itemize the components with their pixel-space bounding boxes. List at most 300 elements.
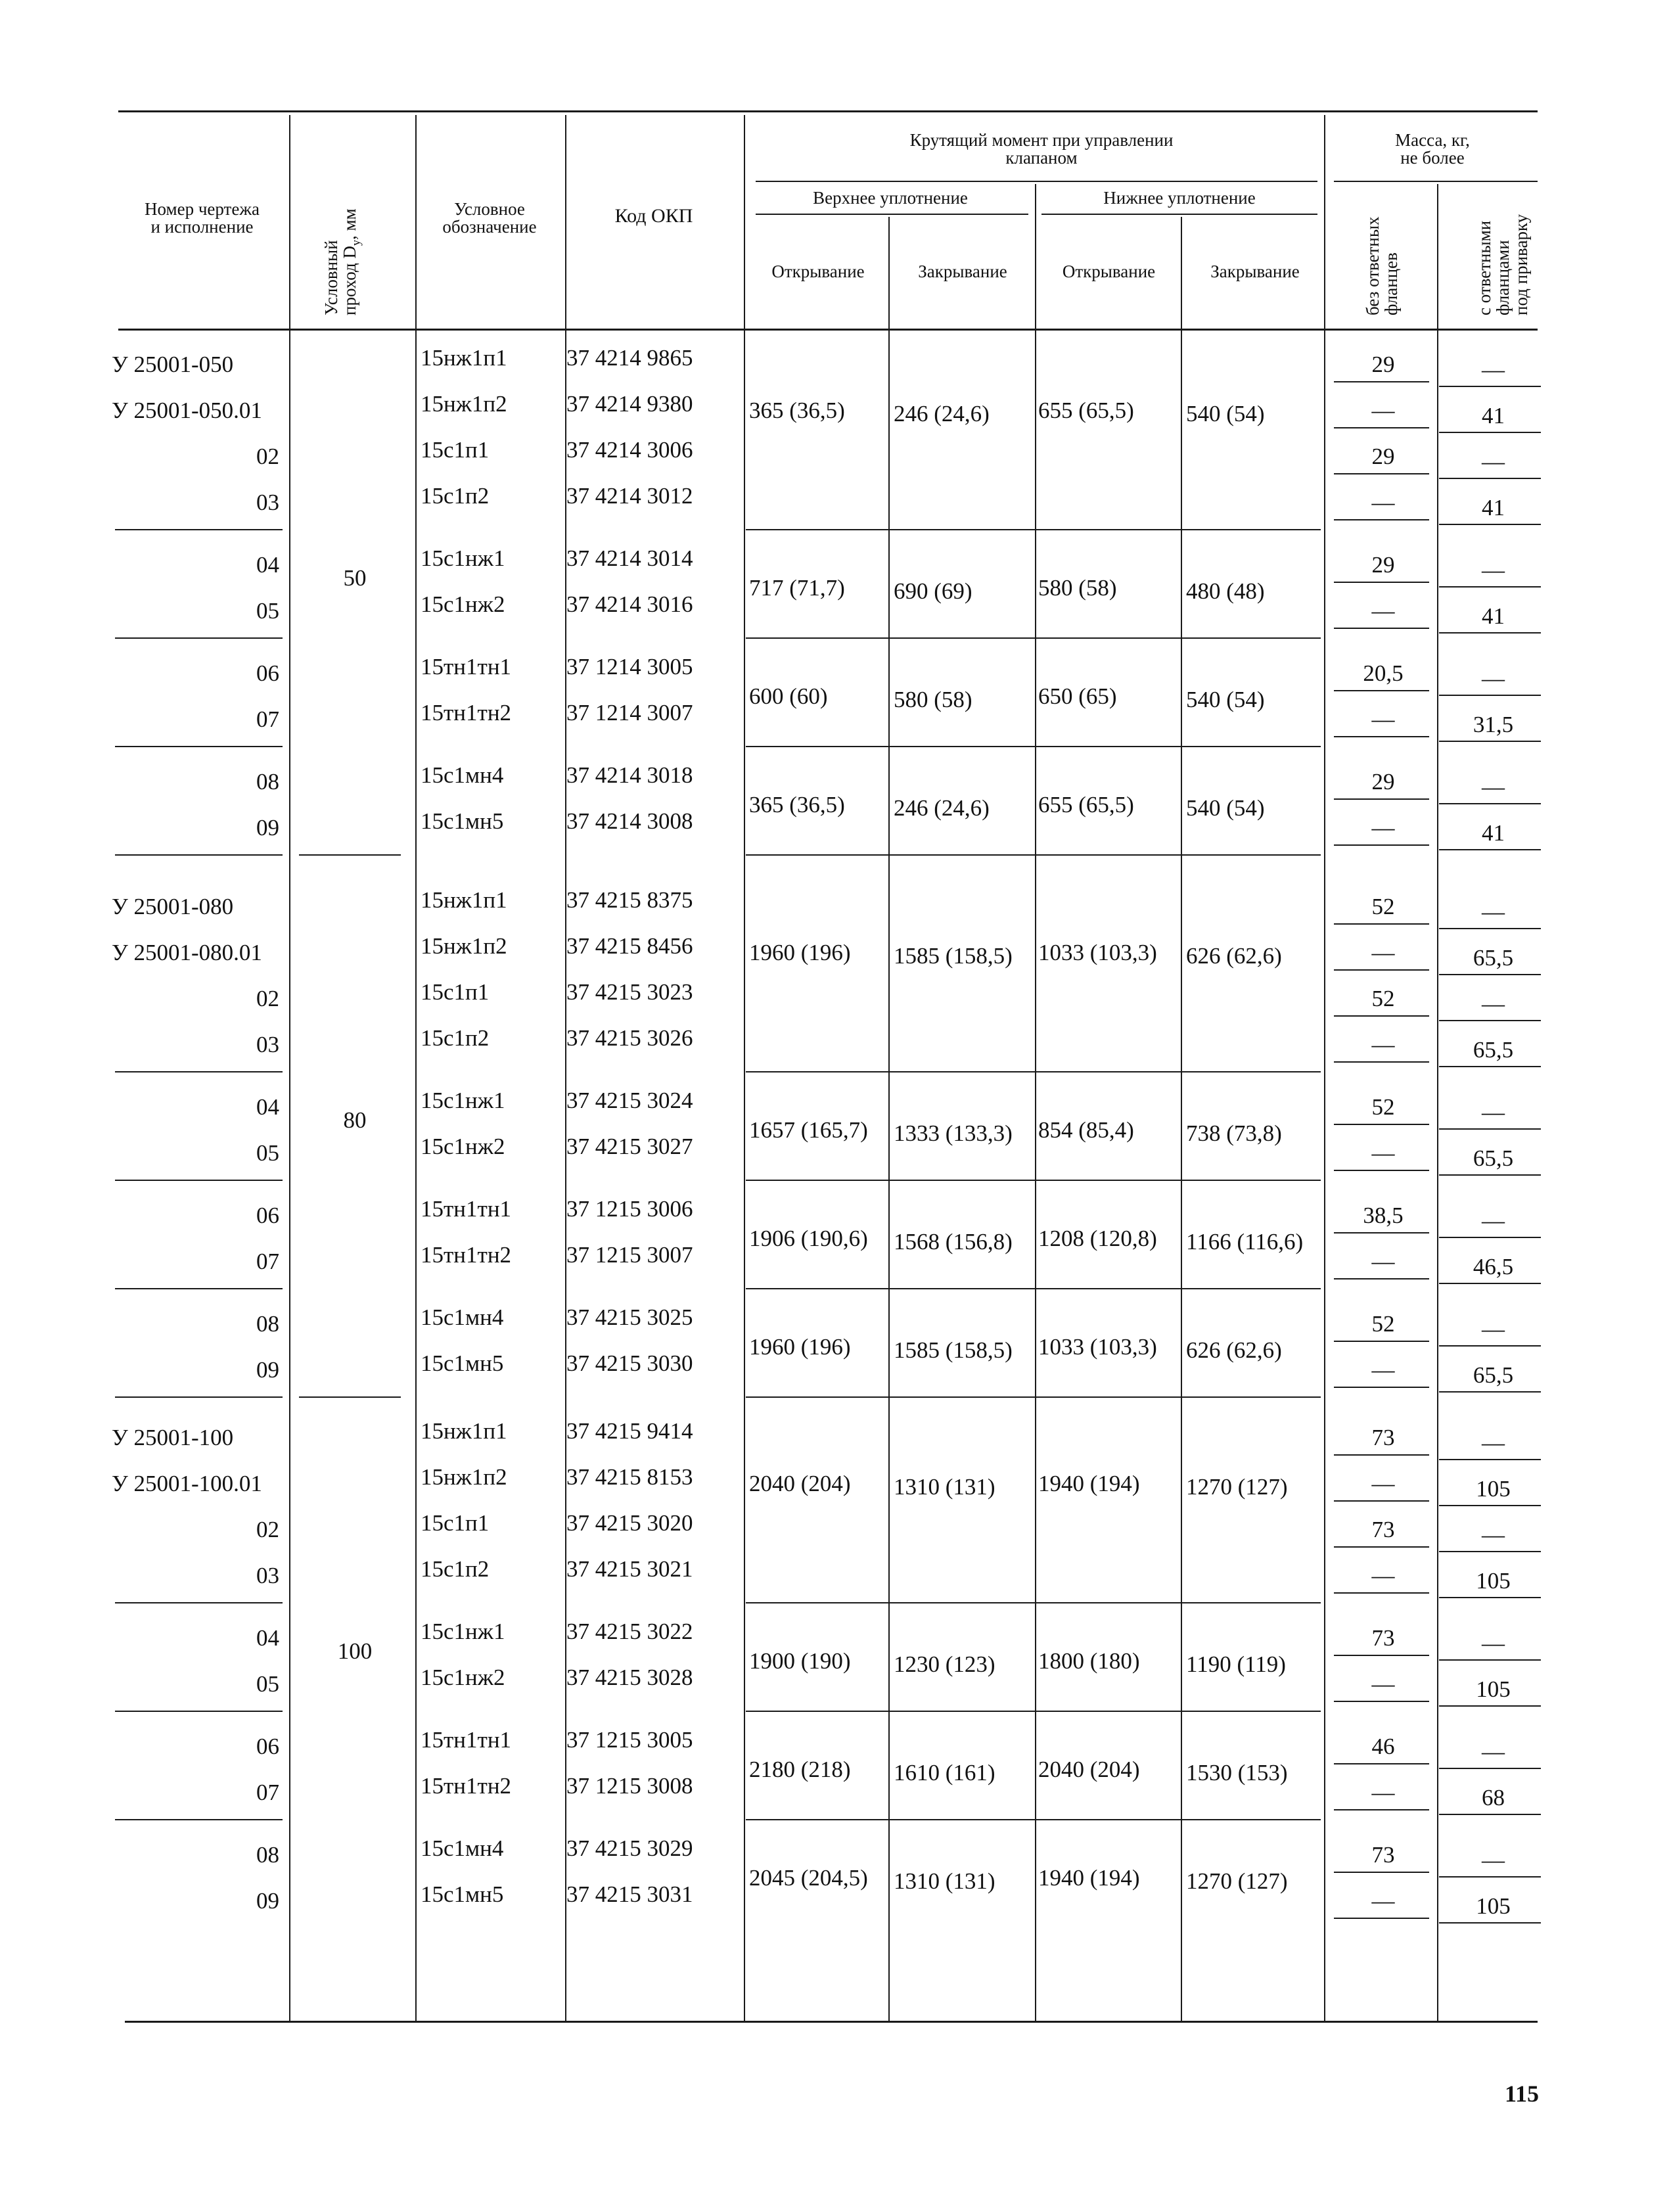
mass-underline [1439,1505,1541,1506]
mass-without-flanges: 52 [1371,894,1395,919]
torque-upper-open: 365 (36,5) [749,792,845,818]
designation: 15с1п2 [421,483,490,509]
designation: 15нж1п2 [421,1464,507,1490]
drawing-number: 09 [256,1357,279,1383]
header-lower-open: Открывание [1062,262,1156,281]
designation: 15тн1тн2 [421,700,512,726]
mass-with-flanges: 65,5 [1473,1362,1514,1388]
mass-without-flanges: 46 [1371,1734,1395,1759]
mass-underline [1439,1814,1541,1815]
mass-with-flanges: — [1482,1208,1505,1233]
page-number: 115 [1505,2081,1540,2107]
mass-underline [1334,582,1429,583]
mass-underline [1439,1174,1541,1176]
col-rule-8 [1324,115,1325,2021]
okp-code: 37 4214 3012 [566,483,693,509]
mass-without-flanges: 29 [1371,552,1395,578]
okp-code: 37 1214 3005 [566,654,693,680]
group-separator [746,529,1321,530]
torque-upper-open: 2040 (204) [749,1471,851,1496]
mass-underline [1334,1124,1429,1125]
okp-code: 37 4215 8375 [566,887,693,913]
mass-without-flanges: 52 [1371,986,1395,1011]
mass-underline [1334,1592,1429,1594]
torque-lower-close: 626 (62,6) [1186,1337,1282,1363]
mass-underline [1439,1705,1541,1707]
designation: 15тн1тн1 [421,1727,512,1753]
torque-lower-open: 655 (65,5) [1038,398,1134,423]
torque-upper-close: 1230 (123) [894,1651,995,1677]
mass-underline [1439,849,1541,850]
group-separator [746,1711,1321,1712]
torque-upper-open: 1900 (190) [749,1648,851,1674]
group-separator [746,1396,1321,1398]
okp-code: 37 1215 3007 [566,1242,693,1268]
torque-upper-open: 2045 (204,5) [749,1865,868,1891]
drawing-number: У 25001-050.01 [112,398,262,423]
mass-underline [1439,1597,1541,1598]
mass-underline [1439,1922,1541,1924]
mass-without-flanges: — [1371,706,1395,732]
drawing-number: 02 [256,986,279,1011]
group-separator [746,637,1321,639]
mass-underline [1334,1872,1429,1873]
drawing-number: 06 [256,660,279,686]
mass-underline [1334,1061,1429,1063]
designation: 15с1нж1 [421,1619,505,1644]
okp-code: 37 4215 3021 [566,1556,693,1582]
mass-underline [1334,1500,1429,1502]
mass-with-flanges: — [1482,1630,1505,1656]
okp-code: 37 1215 3008 [566,1773,693,1799]
col-rule-7 [1181,217,1182,2021]
group-separator [115,1602,283,1603]
drawing-number: 03 [256,490,279,515]
torque-upper-close: 1333 (133,3) [894,1120,1013,1146]
torque-lower-open: 1033 (103,3) [1038,1334,1157,1360]
torque-lower-open: 854 (85,4) [1038,1117,1134,1143]
okp-code: 37 4215 3023 [566,979,693,1005]
mass-underline [1334,1232,1429,1233]
okp-code: 37 4215 8456 [566,933,693,959]
drawing-number: 02 [256,1517,279,1542]
drawing-number: 07 [256,1249,279,1274]
drawing-number: У 25001-080.01 [112,940,262,965]
torque-upper-close: 690 (69) [894,578,972,604]
mass-underline [1334,1015,1429,1017]
okp-code: 37 4215 3031 [566,1881,693,1907]
torque-upper-open: 1906 (190,6) [749,1226,868,1251]
designation: 15с1мн4 [421,1835,504,1861]
torque-upper-open: 1960 (196) [749,940,851,965]
group-separator [115,637,283,639]
designation: 15тн1тн2 [421,1773,512,1799]
mass-with-flanges: 41 [1482,495,1505,520]
okp-code: 37 4214 3018 [566,762,693,788]
torque-lower-open: 1800 (180) [1038,1648,1140,1674]
header-mass-without-flanges: без ответных фланцев [1363,216,1401,315]
mass-underline [1334,1701,1429,1702]
mass-underline [1439,1066,1541,1067]
group-separator [115,854,283,856]
okp-code: 37 4215 3020 [566,1510,693,1536]
mass-underline [1439,1768,1541,1769]
torque-upper-open: 2180 (218) [749,1757,851,1782]
torque-upper-close: 1568 (156,8) [894,1229,1013,1255]
designation: 15нж1п1 [421,887,507,913]
col-rule-6 [1035,184,1036,2021]
header-dn-unit: , мм [340,208,359,241]
okp-code: 37 4215 3030 [566,1350,693,1376]
designation: 15с1мн5 [421,1350,504,1376]
mass-with-flanges: — [1482,1099,1505,1125]
mass-underline [1439,695,1541,696]
header-torque: Крутящий момент при управлении клапаном [909,130,1174,168]
designation: 15с1мн4 [421,1304,504,1330]
header-lower-seal: Нижнее уплотнение [1103,188,1256,208]
torque-lower-open: 580 (58) [1038,575,1117,601]
mass-with-flanges: — [1482,774,1505,800]
mass-with-flanges: — [1482,1847,1505,1873]
designation: 15с1нж2 [421,1134,505,1159]
mass-without-flanges: — [1371,490,1395,515]
mass-with-flanges: — [1482,449,1505,474]
drawing-number: 08 [256,1842,279,1868]
okp-code: 37 4214 3016 [566,591,693,617]
okp-code: 37 4214 9865 [566,345,693,371]
dn-separator [299,1396,401,1398]
group-separator [746,1602,1321,1603]
designation: 15нж1п2 [421,933,507,959]
torque-upper-close: 246 (24,6) [894,795,990,821]
designation: 15с1нж2 [421,591,505,617]
col-rule-9 [1437,184,1438,2021]
mass-with-flanges: — [1482,1430,1505,1456]
mass-underline [1334,519,1429,520]
mass-underline [1439,741,1541,742]
group-separator [115,529,283,530]
col-rule-5 [888,217,890,2021]
group-separator [746,746,1321,747]
torque-lower-open: 650 (65) [1038,683,1117,709]
okp-code: 37 4215 3026 [566,1025,693,1051]
header-okp-code: Код ОКП [614,205,693,227]
header-designation: Условное обозначение [442,199,537,237]
torque-upper-close: 1610 (161) [894,1760,995,1786]
okp-code: 37 4214 3014 [566,545,693,571]
mass-underline [1334,1278,1429,1279]
mass-with-flanges: 65,5 [1473,1145,1514,1171]
mass-underline [1334,1763,1429,1764]
torque-lower-close: 1190 (119) [1186,1651,1286,1677]
drawing-number: 04 [256,1094,279,1120]
rule-bottom [125,2021,1538,2023]
torque-lower-close: 1166 (116,6) [1186,1229,1304,1255]
designation: 15тн1тн1 [421,654,512,680]
header-nominal-diameter [322,200,365,315]
torque-lower-close: 1530 (153) [1186,1760,1288,1786]
designation: 15с1п2 [421,1025,490,1051]
drawing-number: 07 [256,706,279,732]
mass-with-flanges: 46,5 [1473,1254,1514,1279]
mass-underline [1439,1659,1541,1661]
mass-without-flanges: 20,5 [1363,660,1404,686]
drawing-number: 05 [256,1140,279,1166]
drawing-number: 09 [256,815,279,841]
designation: 15нж1п1 [421,1418,507,1444]
drawing-number: 06 [256,1734,279,1759]
torque-upper-open: 1960 (196) [749,1334,851,1360]
okp-code: 37 4214 3008 [566,808,693,834]
drawing-number: 08 [256,769,279,795]
mass-with-flanges: — [1482,1316,1505,1342]
mass-with-flanges: — [1482,1522,1505,1548]
mass-underline [1334,473,1429,474]
okp-code: 37 1215 3005 [566,1727,693,1753]
mass-with-flanges: 105 [1476,1676,1511,1702]
designation: 15нж1п1 [421,345,507,371]
okp-code: 37 4215 3028 [566,1665,693,1690]
mass-underline [1439,1876,1541,1878]
group-separator [115,746,283,747]
drawing-number: 03 [256,1032,279,1057]
group-separator [746,1819,1321,1820]
mass-without-flanges: — [1371,1032,1395,1057]
group-separator [746,1180,1321,1181]
drawing-number: У 25001-080 [112,894,234,919]
torque-lower-close: 480 (48) [1186,578,1265,604]
designation: 15нж1п2 [421,391,507,417]
mass-underline [1334,690,1429,691]
torque-upper-open: 717 (71,7) [749,575,845,601]
group-separator [115,1071,283,1072]
okp-code: 37 4215 3024 [566,1088,693,1113]
designation: 15с1нж1 [421,1088,505,1113]
torque-lower-open: 655 (65,5) [1038,792,1134,818]
torque-upper-close: 1310 (131) [894,1474,995,1500]
mass-without-flanges: — [1371,815,1395,841]
mass-underline [1334,1546,1429,1548]
col-rule-2 [415,115,417,2021]
mass-without-flanges: 29 [1371,769,1395,795]
mass-underline [1334,381,1429,382]
mass-underline [1334,1341,1429,1342]
mass-without-flanges: — [1371,1471,1395,1496]
designation: 15с1нж1 [421,545,505,571]
drawing-number: 08 [256,1311,279,1337]
mass-with-flanges: — [1482,1739,1505,1764]
torque-upper-close: 1310 (131) [894,1868,995,1894]
drawing-number: У 25001-050 [112,352,234,377]
torque-lower-close: 626 (62,6) [1186,943,1282,969]
torque-lower-close: 1270 (127) [1186,1474,1288,1500]
mass-underline [1439,1283,1541,1284]
designation: 15с1п1 [421,437,490,463]
header-dn-sub: у [349,240,363,246]
okp-code: 37 4215 3022 [566,1619,693,1644]
drawing-number: 06 [256,1203,279,1228]
mass-underline [1439,1237,1541,1238]
torque-lower-close: 738 (73,8) [1186,1120,1282,1146]
dn-separator [299,854,401,856]
mass-underline [1439,432,1541,433]
designation: 15с1мн5 [421,1881,504,1907]
torque-lower-open: 1940 (194) [1038,1865,1140,1891]
mass-underline [1439,1459,1541,1460]
torque-lower-close: 1270 (127) [1186,1868,1288,1894]
mass-without-flanges: 52 [1371,1094,1395,1120]
mass-without-flanges: 73 [1371,1425,1395,1450]
okp-code: 37 4214 9380 [566,391,693,417]
group-separator [115,1396,283,1398]
mass-with-flanges: 105 [1476,1893,1511,1919]
designation: 15с1п2 [421,1556,490,1582]
drawing-number: 05 [256,598,279,624]
mass-without-flanges: — [1371,1671,1395,1697]
mass-without-flanges: — [1371,940,1395,965]
header-lower-close: Закрывание [1210,262,1300,281]
torque-lower-close: 540 (54) [1186,795,1265,821]
mass-with-flanges: 31,5 [1473,712,1514,737]
rule-mass [1334,181,1538,182]
mass-underline [1439,1391,1541,1393]
mass-underline [1439,1551,1541,1552]
mass-with-flanges: — [1482,899,1505,925]
designation: 15тн1тн1 [421,1196,512,1222]
header-upper-seal: Верхнее уплотнение [813,188,968,208]
mass-with-flanges: 65,5 [1473,1037,1514,1063]
header-upper-close: Закрывание [918,262,1007,281]
okp-code: 37 4215 3027 [566,1134,693,1159]
mass-with-flanges: 41 [1482,603,1505,629]
mass-underline [1439,478,1541,479]
mass-underline [1334,1655,1429,1656]
group-separator [115,1819,283,1820]
torque-lower-open: 1208 (120,8) [1038,1226,1157,1251]
mass-with-flanges: 105 [1476,1568,1511,1594]
mass-underline [1334,969,1429,971]
designation: 15с1п1 [421,1510,490,1536]
mass-without-flanges: — [1371,1249,1395,1274]
okp-code: 37 1215 3006 [566,1196,693,1222]
mass-underline [1439,386,1541,387]
mass-with-flanges: 105 [1476,1476,1511,1502]
col-rule-4 [744,115,745,2021]
torque-upper-open: 600 (60) [749,683,828,709]
mass-underline [1439,803,1541,804]
mass-without-flanges: 29 [1371,352,1395,377]
mass-without-flanges: — [1371,598,1395,624]
mass-underline [1439,524,1541,525]
mass-underline [1334,427,1429,428]
drawing-number: 04 [256,1625,279,1651]
okp-code: 37 4215 9414 [566,1418,693,1444]
mass-with-flanges: 41 [1482,403,1505,428]
mass-without-flanges: — [1371,398,1395,423]
torque-upper-open: 1657 (165,7) [749,1117,868,1143]
rule-torque [756,181,1317,182]
designation: 15с1мн4 [421,762,504,788]
mass-without-flanges: — [1371,1140,1395,1166]
mass-underline [1334,923,1429,925]
torque-lower-close: 540 (54) [1186,401,1265,426]
header-drawing-number: Номер чертежа и исполнение [145,199,260,237]
mass-underline [1334,1454,1429,1456]
header-upper-open: Открывание [771,262,865,281]
torque-lower-open: 1940 (194) [1038,1471,1140,1496]
header-mass-with-flanges: с ответными фланцами под приварку [1475,214,1531,315]
okp-code: 37 1214 3007 [566,700,693,726]
mass-without-flanges: 73 [1371,1842,1395,1868]
mass-without-flanges: 73 [1371,1625,1395,1651]
group-separator [746,1071,1321,1072]
torque-lower-close: 540 (54) [1186,687,1265,712]
mass-underline [1439,928,1541,929]
mass-underline [1439,632,1541,634]
mass-underline [1439,586,1541,588]
drawing-number: 04 [256,552,279,578]
nominal-diameter: 100 [337,1638,373,1664]
okp-code: 37 4215 3025 [566,1304,693,1330]
mass-with-flanges: — [1482,666,1505,691]
mass-underline [1334,844,1429,846]
mass-with-flanges: — [1482,357,1505,382]
rule-upper [756,214,1028,215]
mass-underline [1334,628,1429,629]
nominal-diameter: 50 [343,565,367,591]
mass-with-flanges: 68 [1482,1785,1505,1810]
designation: 15тн1тн2 [421,1242,512,1268]
drawing-number: 03 [256,1563,279,1588]
mass-without-flanges: — [1371,1563,1395,1588]
torque-upper-close: 1585 (158,5) [894,1337,1013,1363]
torque-upper-close: 580 (58) [894,687,972,712]
mass-without-flanges: 38,5 [1363,1203,1404,1228]
group-separator [746,854,1321,856]
designation: 15с1п1 [421,979,490,1005]
mass-without-flanges: 29 [1371,444,1395,469]
mass-without-flanges: — [1371,1357,1395,1383]
mass-without-flanges: — [1371,1780,1395,1805]
group-separator [115,1288,283,1289]
mass-underline [1334,1387,1429,1388]
nominal-diameter: 80 [343,1107,367,1133]
group-separator [115,1711,283,1712]
mass-without-flanges: 73 [1371,1517,1395,1542]
drawing-number: У 25001-100.01 [112,1471,262,1496]
okp-code: 37 4214 3006 [566,437,693,463]
designation: 15с1мн5 [421,808,504,834]
rule-top [118,110,1538,112]
mass-underline [1334,736,1429,737]
rule-lower [1041,214,1317,215]
mass-underline [1334,1170,1429,1171]
drawing-number: 09 [256,1888,279,1914]
drawing-number: У 25001-100 [112,1425,234,1450]
mass-with-flanges: 41 [1482,820,1505,846]
torque-upper-close: 246 (24,6) [894,401,990,426]
okp-code: 37 4215 3029 [566,1835,693,1861]
mass-underline [1439,1345,1541,1347]
mass-with-flanges: — [1482,557,1505,583]
col-rule-1 [289,115,290,2021]
mass-underline [1439,1128,1541,1130]
torque-upper-close: 1585 (158,5) [894,943,1013,969]
designation: 15с1нж2 [421,1665,505,1690]
torque-upper-open: 365 (36,5) [749,398,845,423]
mass-with-flanges: 65,5 [1473,945,1514,971]
group-separator [115,1180,283,1181]
